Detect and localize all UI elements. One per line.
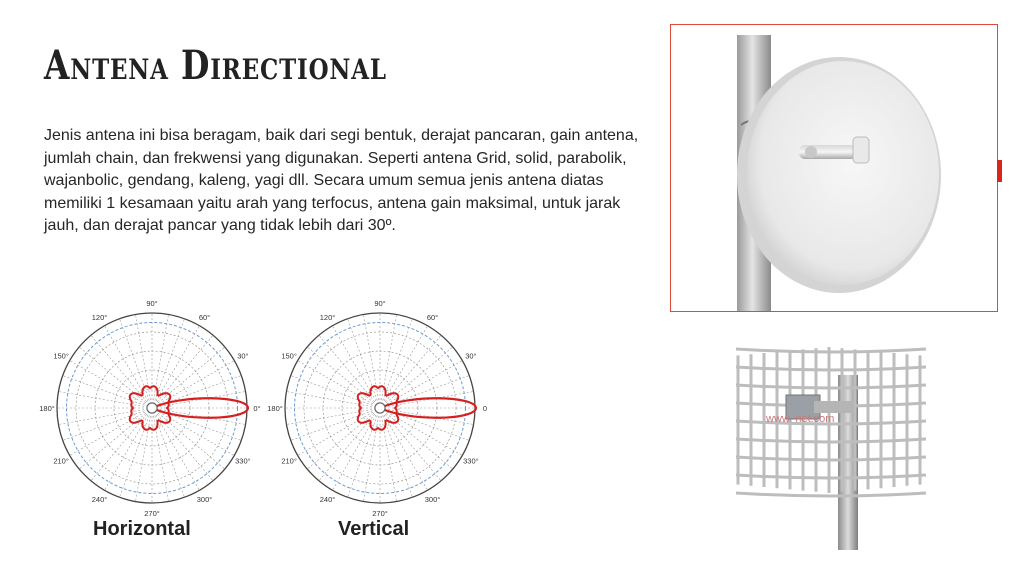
horizontal-polar-chart: [30, 290, 280, 520]
horizontal-pattern-diagram: [30, 290, 280, 520]
horizontal-angle-label: 210°: [53, 456, 69, 466]
horizontal-caption: Horizontal: [93, 518, 191, 540]
slide-body-text: Jenis antena ini bisa beragam, baik dari segi bentuk, derajat pancaran, gain antena, jumlah chain, dan frekwensi yang digunakan. Seperti antena Grid, solid, parabolik, wajanbolic, gendang, kaleng, yagi dll. Secara umum semua jenis antena diatas memiliki 1 kesamaan yaitu arah yang terfocus, antena gain maksimal, untuk jarak jauh, dan derajat pancar yang tidak lebih dari 30º.: [44, 127, 639, 234]
vertical-angle-label: 240°: [319, 494, 336, 504]
grid-horizontal-bar: [736, 457, 926, 460]
grid-horizontal-bar: [736, 367, 926, 370]
slide-side-tab: [997, 160, 1002, 182]
grid-horizontal-bar: [736, 349, 926, 352]
vertical-polar-chart: [258, 290, 508, 520]
parabolic-dish-icon: [671, 25, 997, 311]
vertical-angle-label: 30°: [465, 351, 477, 361]
vertical-angle-label: 330°: [463, 456, 479, 466]
vertical-angle-label: 0: [482, 404, 488, 413]
grid-watermark: www. net.com: [766, 413, 835, 425]
grid-horizontal-bar: [736, 493, 926, 496]
grid-horizontal-bar: [736, 385, 926, 388]
vertical-angle-label: 180°: [267, 404, 283, 413]
grid-horizontal-bar: [736, 439, 926, 442]
grid-horizontal-bar: [736, 475, 926, 478]
vertical-caption: Vertical: [338, 518, 410, 540]
horizontal-angle-label: 300°: [196, 494, 213, 504]
vertical-angle-label: 60°: [426, 313, 439, 323]
vertical-angle-label: 120°: [319, 313, 336, 323]
horizontal-angle-label: 30°: [237, 351, 249, 361]
vertical-pattern-diagram: [258, 290, 508, 520]
vertical-angle-label: 270°: [372, 509, 388, 518]
vertical-center: [375, 403, 385, 413]
horizontal-angle-label: 120°: [91, 313, 108, 323]
horizontal-angle-label: 90°: [146, 299, 158, 308]
horizontal-angle-label: 60°: [198, 313, 211, 323]
vertical-angle-label: 90°: [374, 299, 386, 308]
horizontal-angle-label: 150°: [53, 351, 69, 361]
grid-antenna-photo: [726, 335, 936, 550]
horizontal-angle-label: 0°: [253, 404, 261, 413]
horizontal-center: [147, 403, 157, 413]
vertical-angle-label: 300°: [424, 494, 441, 504]
horizontal-angle-label: 270°: [144, 509, 160, 518]
horizontal-angle-label: 240°: [91, 494, 108, 504]
horizontal-angle-label: 330°: [235, 456, 251, 466]
grid-antenna-icon: [726, 335, 936, 550]
vertical-angle-label: 150°: [281, 351, 297, 361]
horizontal-angle-label: 180°: [39, 404, 55, 413]
vertical-angle-label: 210°: [281, 456, 297, 466]
dish-antenna-photo: [670, 24, 998, 312]
slide-title: Antena Directional: [44, 42, 387, 89]
